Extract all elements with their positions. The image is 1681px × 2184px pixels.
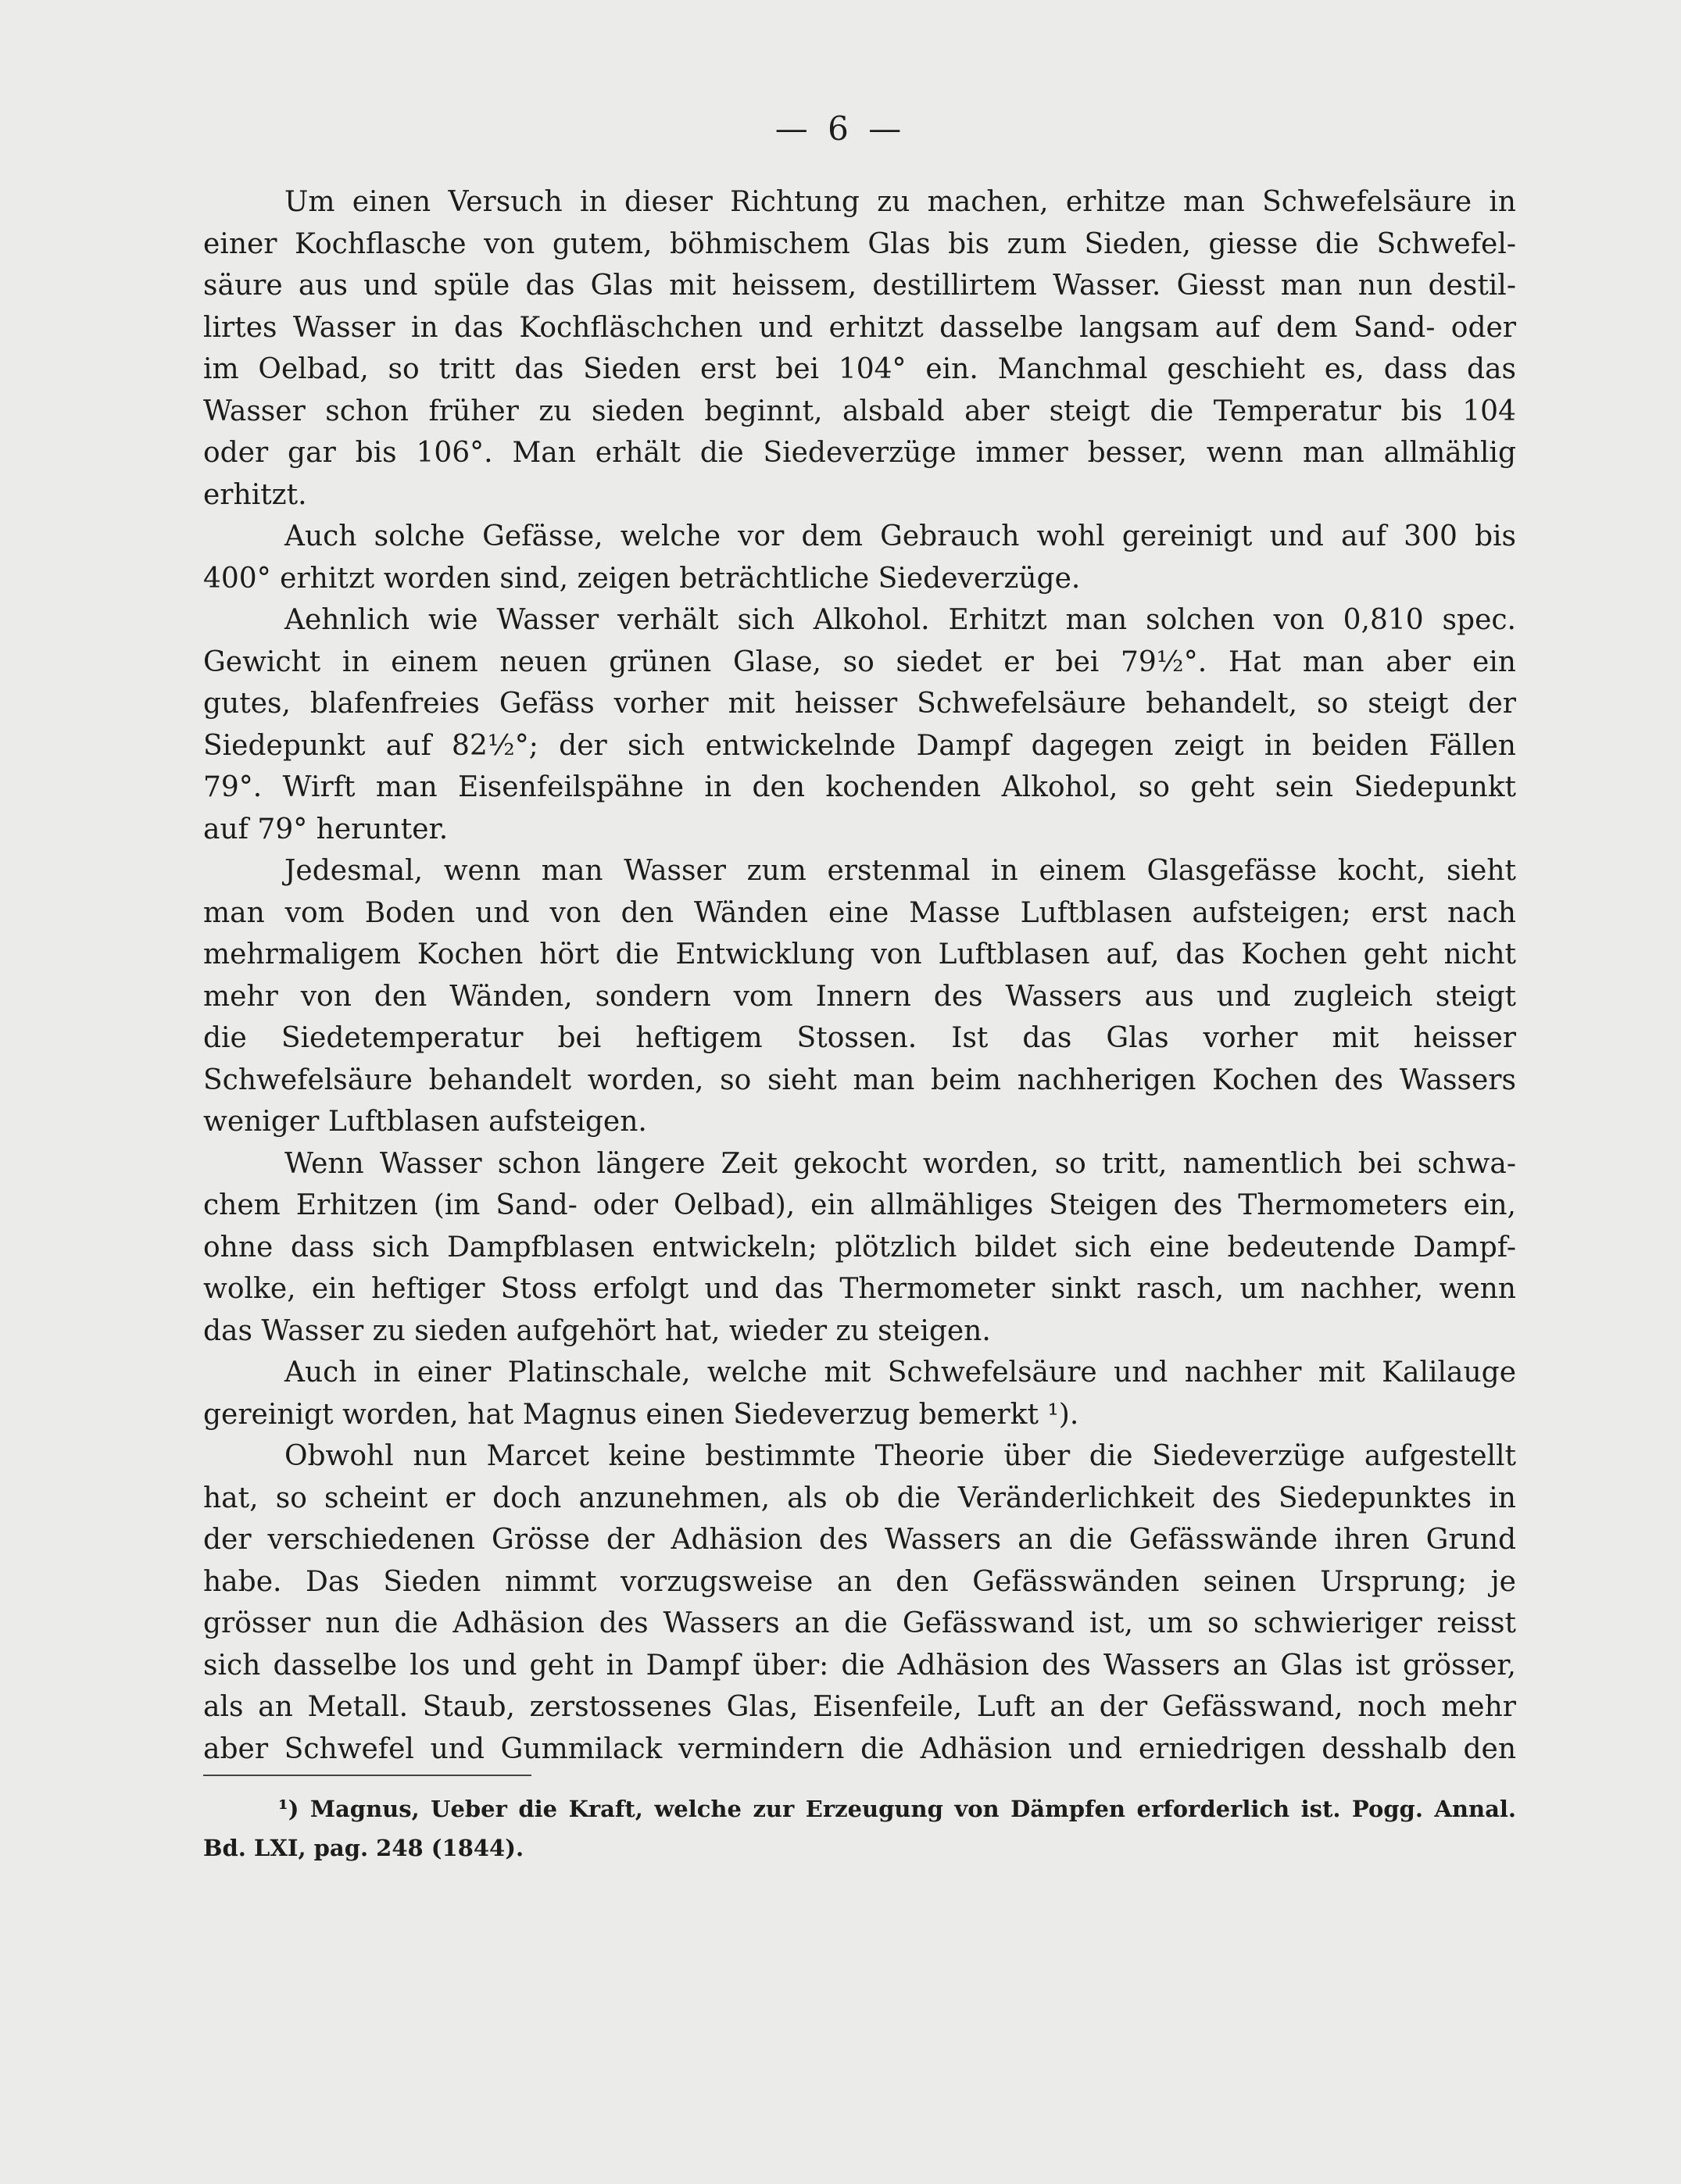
paragraph-line: grösser nun die Adhäsion des Wassers an die Gefässwand ist, um so schwieriger reisst <box>203 1607 1516 1639</box>
paragraph-line: Siedepunkt auf 82½°; der sich entwickelnde Dampf dagegen zeigt in beiden Fällen <box>203 729 1516 762</box>
paragraph-line: das Wasser zu sieden aufgehört hat, wieder zu steigen. <box>203 1314 991 1347</box>
paragraph-line: die Siedetemperatur bei heftigem Stossen. Ist das Glas vorher mit heisser <box>203 1022 1516 1054</box>
paragraph-line: erhitzt. <box>203 478 307 511</box>
paragraph-line: als an Metall. Staub, zerstossenes Glas, Eisenfeile, Luft an der Gefässwand, noch mehr <box>203 1691 1516 1723</box>
paragraph-line: Wasser schon früher zu sieden beginnt, alsbald aber steigt die Temperatur bis 104 <box>203 395 1516 427</box>
paragraph-line: Wenn Wasser schon längere Zeit gekocht worden, so tritt, namentlich bei schwa- <box>284 1147 1516 1180</box>
paragraph-line: Um einen Versuch in dieser Richtung zu machen, erhitze man Schwefelsäure in <box>284 186 1516 218</box>
paragraph-line: man vom Boden und von den Wänden eine Masse Luftblasen aufsteigen; erst nach <box>203 896 1516 929</box>
paragraph-line: aber Schwefel und Gummilack vermindern die Adhäsion und erniedrigen desshalb den <box>203 1732 1516 1765</box>
paragraph-line: auf 79° herunter. <box>203 813 449 845</box>
paragraph-line: einer Kochflasche von gutem, böhmischem Glas bis zum Sieden, giesse die Schwefel- <box>203 227 1516 260</box>
paragraph-line: Auch solche Gefässe, welche vor dem Gebrauch wohl gereinigt und auf 300 bis <box>284 520 1516 552</box>
paragraph-line: oder gar bis 106°. Man erhält die Siedeverzüge immer besser, wenn man allmählig <box>203 437 1516 469</box>
page-number: — 6 — <box>774 109 907 148</box>
paragraph-line: gutes, blafenfreies Gefäss vorher mit heisser Schwefelsäure behandelt, so steigt der <box>203 688 1516 720</box>
paragraph-line: ohne dass sich Dampfblasen entwickeln; plötzlich bildet sich eine bedeutende Dampf- <box>203 1231 1516 1264</box>
footnotes <box>203 1789 1516 1868</box>
paragraph-line: Schwefelsäure behandelt worden, so sieht man beim nachherigen Kochen des Wassers <box>203 1063 1516 1096</box>
paragraph-line: Gewicht in einem neuen grünen Glase, so siedet er bei 79½°. Hat man aber ein <box>203 645 1516 678</box>
paragraph-line: mehrmaligem Kochen hört die Entwicklung von Luftblasen auf, das Kochen geht nicht <box>203 938 1516 970</box>
paragraph-line: habe. Das Sieden nimmt vorzugsweise an den Gefässwänden seinen Ursprung; je <box>203 1565 1516 1598</box>
paragraph-line: Obwohl nun Marcet keine bestimmte Theorie über die Siedeverzüge aufgestellt <box>284 1440 1516 1472</box>
paragraph-line: der verschiedenen Grösse der Adhäsion des Wassers an die Gefässwände ihren Grund <box>203 1524 1516 1556</box>
paragraph-line: Auch in einer Platinschale, welche mit Schwefelsäure und nachher mit Kalilauge <box>284 1357 1516 1389</box>
paragraph-line: Aehnlich wie Wasser verhält sich Alkohol. Erhitzt man solchen von 0,810 spec. <box>284 604 1516 636</box>
footnote-line: ¹) Magnus, Ueber die Kraft, welche zur Erzeugung von Dämpfen erforderlich ist. Pogg. Annal. <box>278 1796 1516 1822</box>
paragraph-line: Jedesmal, wenn man Wasser zum erstenmal in einem Glasgefässe kocht, sieht <box>284 855 1516 887</box>
footnote-line: Bd. LXI, pag. 248 (1844). <box>203 1835 524 1861</box>
paragraph-line: im Oelbad, so tritt das Sieden erst bei 104° ein. Manchmal geschieht es, dass das <box>203 353 1516 385</box>
paragraph-line: mehr von den Wänden, sondern vom Innern des Wassers aus und zugleich steigt <box>203 980 1516 1013</box>
paragraph-line: 79°. Wirft man Eisenfeilspähne in den kochenden Alkohol, so geht sein Siedepunkt <box>203 771 1516 803</box>
paragraph-line: gereinigt worden, hat Magnus einen Siedeverzug bemerkt ¹). <box>203 1398 1079 1431</box>
paragraph-line: chem Erhitzen (im Sand- oder Oelbad), ein allmähliges Steigen des Thermometers ein, <box>203 1189 1516 1221</box>
paragraph-line: sich dasselbe los und geht in Dampf über: die Adhäsion des Wassers an Glas ist grösser, <box>203 1649 1516 1682</box>
paragraph-line: weniger Luftblasen aufsteigen. <box>203 1106 647 1138</box>
paragraph-line: wolke, ein heftiger Stoss erfolgt und das Thermometer sinkt rasch, um nachher, wenn <box>203 1273 1516 1305</box>
paragraph-line: lirtes Wasser in das Kochfläschchen und erhitzt dasselbe langsam auf dem Sand- oder <box>203 311 1516 344</box>
paragraph-line: 400° erhitzt worden sind, zeigen beträchtliche Siedeverzüge. <box>203 562 1081 595</box>
footnote-divider <box>203 1775 531 1776</box>
paragraph-line: säure aus und spüle das Glas mit heissem, destillirtem Wasser. Giesst man nun destil- <box>203 270 1516 302</box>
paragraph-line: hat, so scheint er doch anzunehmen, als ob die Veränderlichkeit des Siedepunktes in <box>203 1482 1516 1514</box>
body-text <box>203 181 1516 1770</box>
